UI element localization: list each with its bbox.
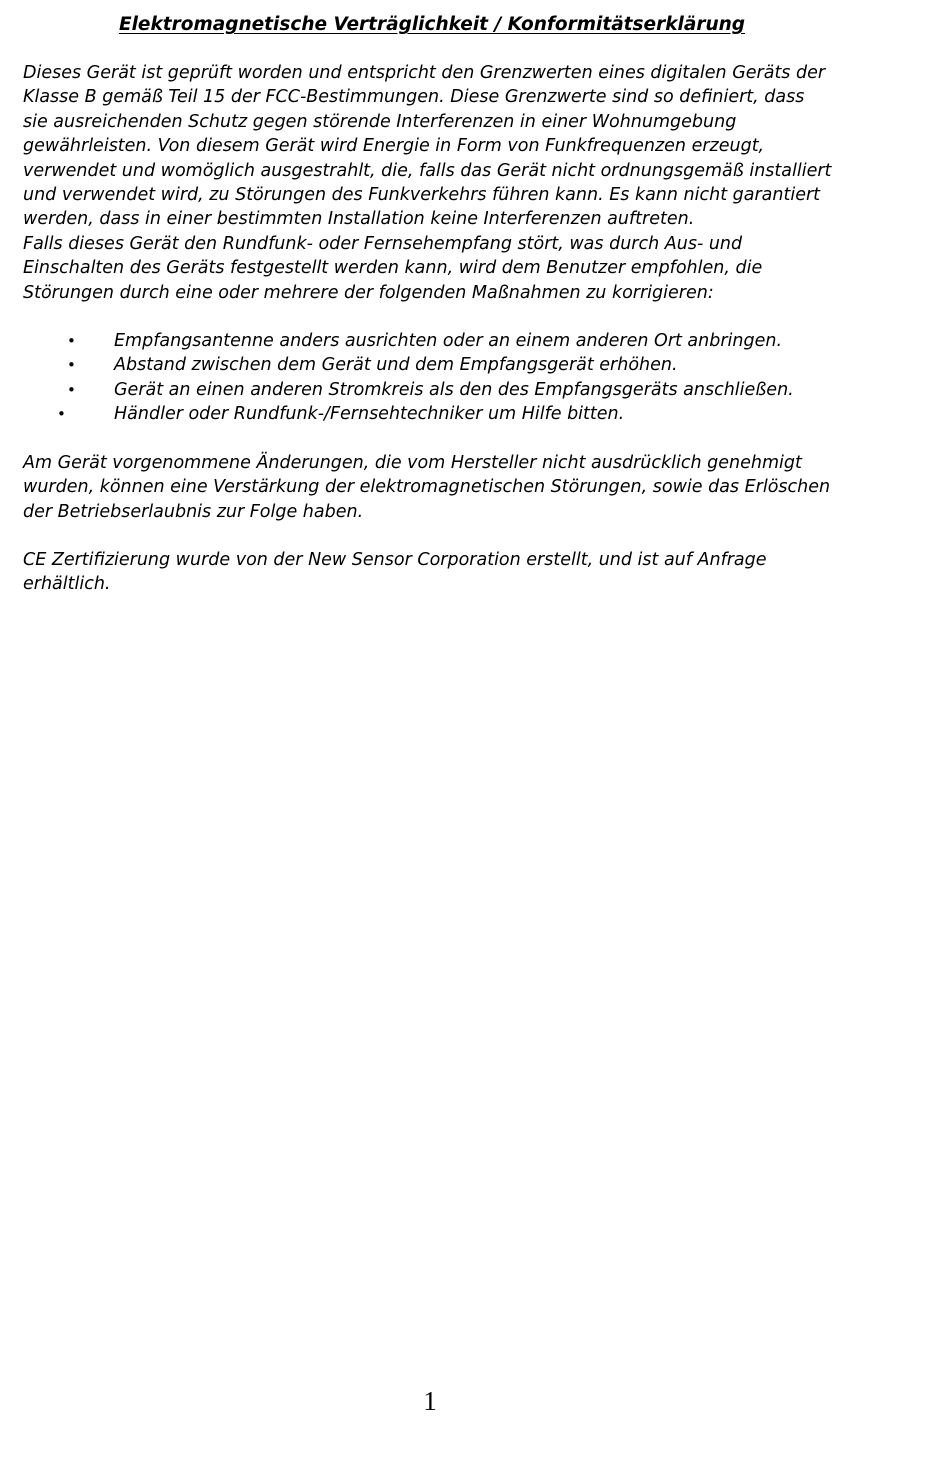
bullet-icon: •: [67, 356, 76, 375]
paragraph-line: Einschalten des Geräts festgestellt werden kann, wird dem Benutzer empfohlen, die: [23, 258, 763, 279]
fcc-compliance-paragraph: [23, 61, 873, 305]
list-item: [0, 329, 950, 353]
paragraph-line: CE Zertifizierung wurde von der New Sensor Corporation erstellt, und ist auf Anfrage: [23, 550, 767, 570]
list-item-text: Gerät an einen anderen Stromkreis als den des Empfangsgeräts anschließen.: [114, 379, 794, 400]
corrective-measures-list: [0, 329, 950, 427]
paragraph-line: Klasse B gemäß Teil 15 der FCC-Bestimmungen. Diese Grenzwerte sind so definiert, dass: [23, 87, 805, 108]
paragraph-line: Störungen durch eine oder mehrere der folgenden Maßnahmen zu korrigieren:: [23, 282, 714, 303]
paragraph-line: Am Gerät vorgenommene Änderungen, die vom Hersteller nicht ausdrücklich genehmigt: [23, 453, 802, 473]
paragraph-line: und verwendet wird, zu Störungen des Funkverkehrs führen kann. Es kann nicht garantiert: [23, 185, 821, 206]
list-item: [0, 353, 950, 377]
paragraph-line: verwendet und womöglich ausgestrahlt, die, falls das Gerät nicht ordnungsgemäß installiert: [23, 160, 832, 181]
bullet-icon: •: [67, 380, 76, 399]
document-title: Elektromagnetische Verträglichkeit / Konformitätserklärung: [118, 14, 746, 35]
page-number: 1: [423, 1386, 437, 1416]
list-item: [0, 378, 950, 402]
paragraph-line: sie ausreichenden Schutz gegen störende Interferenzen in einer Wohnumgebung: [23, 111, 737, 132]
list-item: [0, 402, 950, 426]
list-item-text: Empfangsantenne anders ausrichten oder an einem anderen Ort anbringen.: [114, 331, 783, 351]
bullet-icon: •: [57, 405, 66, 424]
ce-certification-paragraph: [23, 548, 873, 597]
paragraph-line: Falls dieses Gerät den Rundfunk- oder Fernsehempfang stört, was durch Aus- und: [23, 233, 743, 254]
paragraph-line: erhältlich.: [23, 574, 111, 595]
list-item-text: Abstand zwischen dem Gerät und dem Empfangsgerät erhöhen.: [114, 355, 678, 376]
paragraph-line: wurden, können eine Verstärkung der elektromagnetischen Störungen, sowie das Erlöschen: [23, 477, 831, 498]
modifications-paragraph: [23, 451, 873, 524]
list-item-text: Händler oder Rundfunk-/Fernsehtechniker um Hilfe bitten.: [114, 404, 625, 425]
paragraph-line: werden, dass in einer bestimmten Installation keine Interferenzen auftreten.: [23, 209, 695, 230]
paragraph-line: gewährleisten. Von diesem Gerät wird Energie in Form von Funkfrequenzen erzeugt,: [23, 136, 765, 157]
paragraph-line: Dieses Gerät ist geprüft worden und entspricht den Grenzwerten eines digitalen Geräts der: [23, 63, 826, 83]
bullet-icon: •: [67, 332, 76, 350]
paragraph-line: der Betriebserlaubnis zur Folge haben.: [23, 501, 364, 522]
